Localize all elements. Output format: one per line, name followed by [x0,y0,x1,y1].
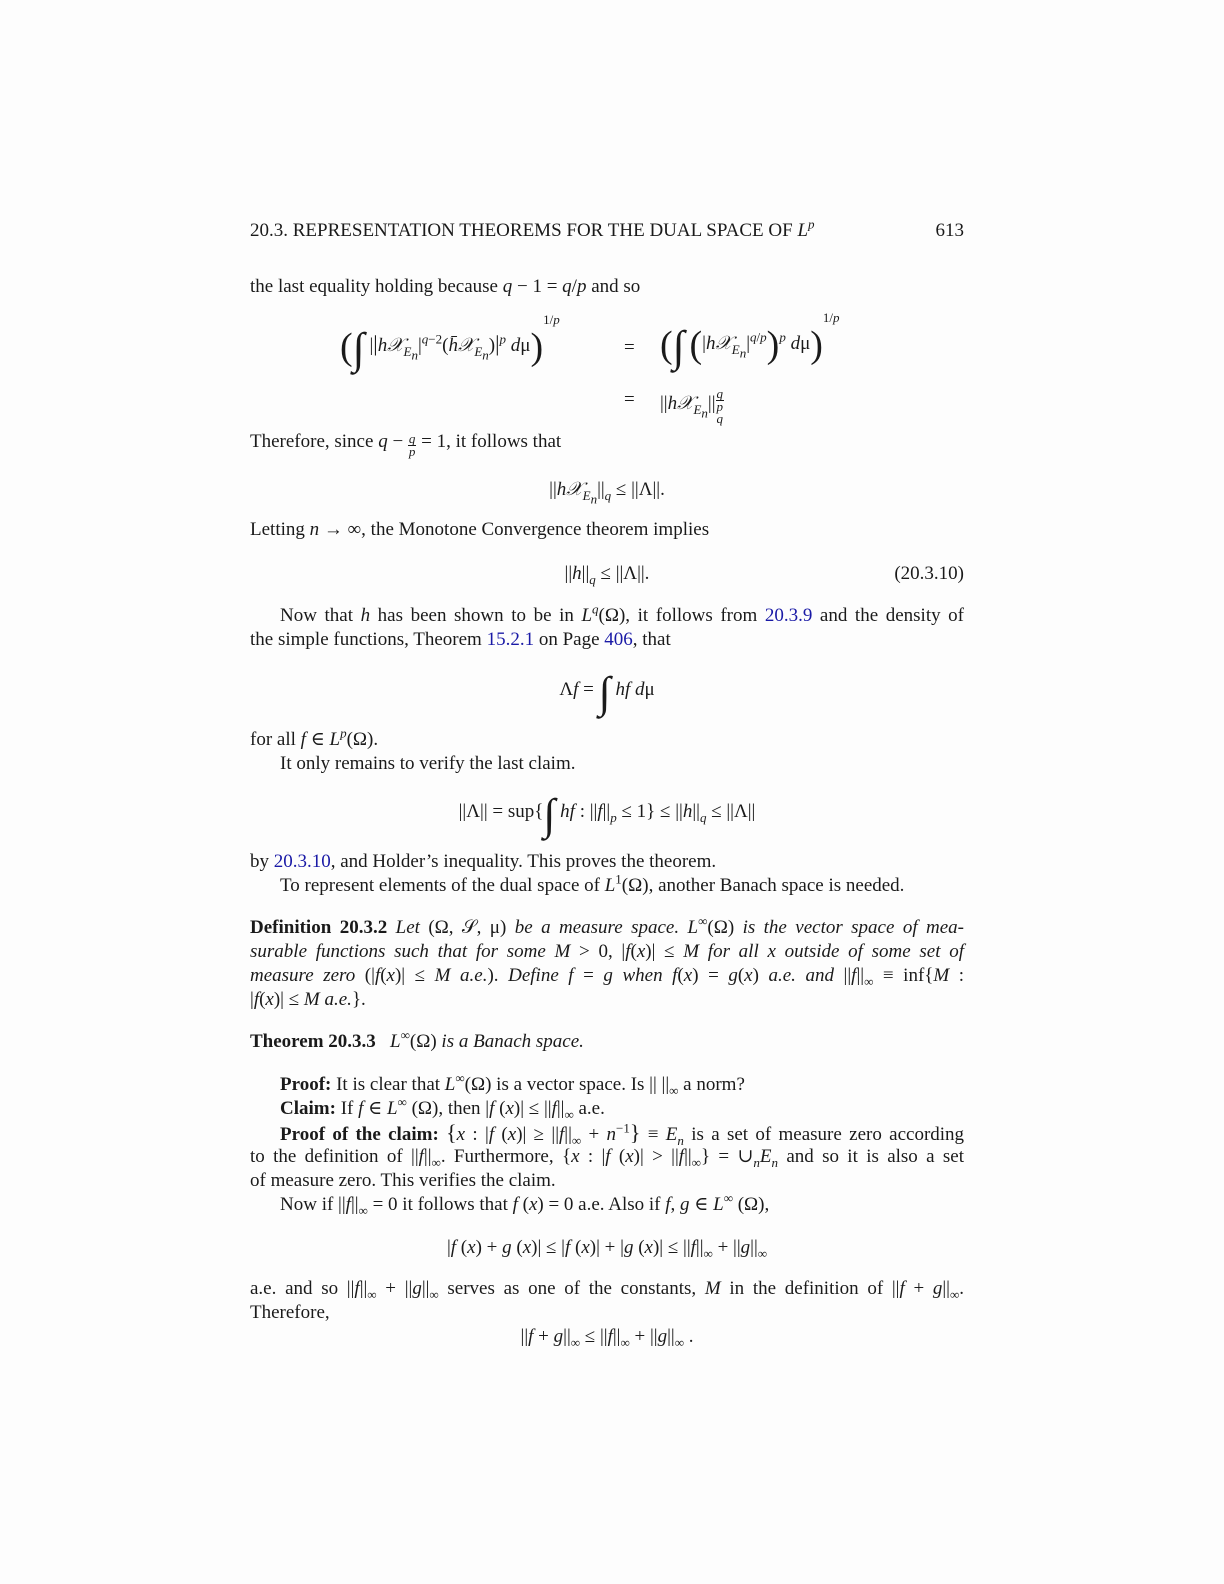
proof-of-claim-line-3: of measure zero. This verifies the claim. [250,1170,556,1191]
claim-line: Claim: If f ∈ L∞ (Ω), then |f $(x)| \le ||f||_\infty$ a.e. [280,1094,605,1122]
text-by: by 20.3.10, and Holder’s inequality. This proves the theorem. [250,851,717,872]
text-line-1: the last equality holding because q − 1 = q/p and so [250,276,641,297]
ref-link-20-3-9[interactable]: 20.3.9 [764,605,813,626]
equation-equals-2: = [624,389,635,410]
equation-ineq-2: $||h||_q \le ||\Lambda||$. [564,563,650,587]
definition-line-1: Definition 20.3.2 Let (Ω, 𝒮, μ) be a measure space. L∞(Ω) is the vector space of mea- [250,913,965,938]
equation-lhs: (∫ $||h𝒳_{E_n}|^{q-2}(h̄𝒳_{E_n})|^p$ dμ)$^{1/p}$ [340,311,560,373]
proof-of-claim-line-1: Proof of the claim: {x : |f $(x)| \ge ||f||_\infty + n^{-1}\} \equiv E_n$ is a set of measure zero according [280,1120,965,1148]
text-forall: for all f ∈ $L^p(\Omega)$. [250,725,379,750]
definition-line-2: surable functions such that for some M > 0, |f(x)| ≤ M for all x outside of some set of [250,941,964,962]
ref-link-page-406[interactable]: 406 [604,629,633,650]
equation-rhs: (∫ $(|h𝒳_{E_n}|^{q/p})^p$ dμ)$^{1/p}$ [660,309,840,371]
equation-sup: ||Λ|| = sup{∫ hf : $||f||_p \le 1\} \le ||h||_q \le ||\Lambda||$ [458,790,756,839]
equation-number: (20.3.10) [894,563,964,584]
proof-of-claim-line-2: to the definition of $||f||_\infty$. Furthermore, {x : |f $(x)| > ||f||_\infty$} = $\cup_nE_n$ and so it is also a set [250,1146,965,1170]
definition-line-4: |f(x)| ≤ M a.e.}. [250,989,366,1010]
definition-line-3: measure zero (|f(x)| ≤ M a.e.). Define f = g when f(x) = g(x) a.e. and $||f||_\infty \equiv inf\{M$ : [250,965,965,989]
equation-final: $||f + g||_\infty \le ||f||_\infty + ||g||_\infty$ . [520,1326,694,1350]
ref-link-15-2-1[interactable]: 15.2.1 [486,629,535,650]
equation-equals-1: = [624,337,635,358]
text-represent: To represent elements of the dual space of $L^1(\Omega)$, another Banach space is needed. [280,871,905,896]
theorem-statement: Theorem 20.3.3 L∞(Ω) is a Banach space. [250,1027,584,1052]
equation-ineq-1: $||h𝒳_{E_n}||_q \le ||\Lambda||$. [549,479,665,507]
equation-lambda: Λf = ∫ hf dμ [559,668,655,717]
ref-link-20-3-10[interactable]: 20.3.10 [273,851,331,872]
therefore-line: Therefore, [250,1302,330,1323]
equation-triangle: |f (x) + g (x)| ≤ |f (x)| + |g $(x)| \le ||f||_\infty + ||g||_\infty$ [446,1237,768,1261]
ae-line: a.e. and so $||f||_\infty + ||g||_\infty$ serves as one of the constants, M in the definition of $||f + g||_\infty$. [250,1278,965,1302]
text-paragraph-now: Now that h has been shown to be in $L^q(\Omega)$, it follows from 20.3.9 and the density of [280,601,965,626]
equation-rhs-2: ||h𝒳$_{E_n}$|| q p q [660,386,724,426]
running-title: 20.3. REPRESENTATION THEOREMS FOR THE DUAL SPACE OF $L^p$ [250,216,815,241]
running-header [250,216,964,243]
text-letting: Letting n → ∞, the Monotone Convergence theorem implies [250,519,710,540]
proof-line: Proof: It is clear that L∞(Ω) is a vector space. Is || $||_\infty$ a norm? [280,1070,745,1098]
now-line: Now if $||f||_\infty = 0$ it follows that f (x) = 0 a.e. Also if f, g ∈ L∞ (Ω), [280,1190,770,1218]
text-paragraph-now-2: the simple functions, Theorem 15.2.1 on Page 406, that [250,629,671,650]
text-remains: It only remains to verify the last claim. [280,753,576,774]
text-therefore-since: Therefore, since q − $\frac{q}{p}$ = 1, it follows that [250,431,562,459]
page-number: 613 [935,220,964,241]
